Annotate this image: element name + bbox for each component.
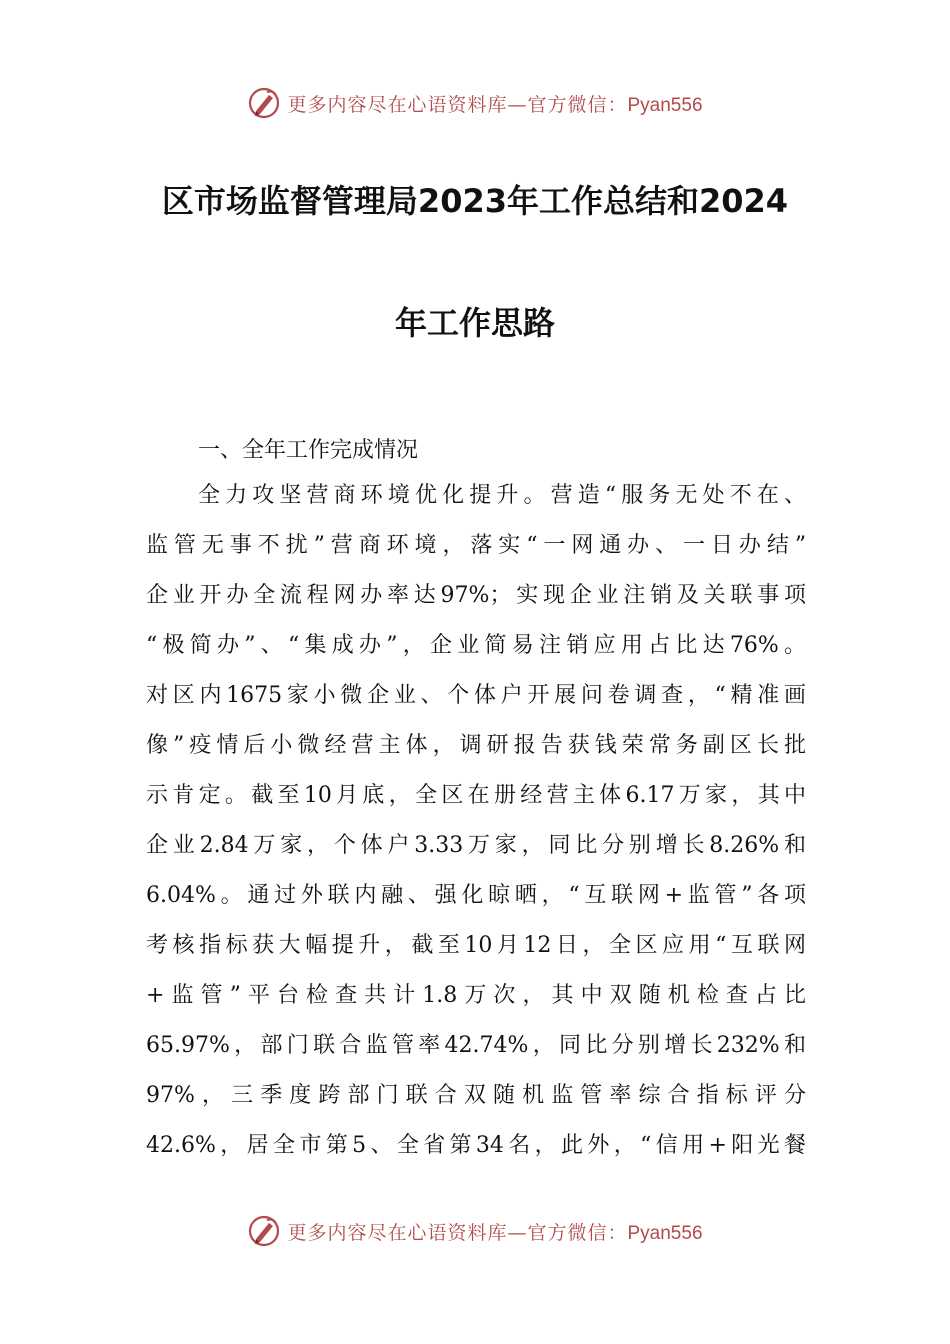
document-title-line-1: 区市场监督管理局2023年工作总结和2024 bbox=[161, 182, 789, 220]
body-line: 97%，三季度跨部门联合双随机监管率综合指标评分 bbox=[146, 1083, 806, 1108]
body-line: 监管无事不扰”营商环境，落实“一网通办、一日办结” bbox=[146, 533, 806, 558]
document-title-line-2: 年工作思路 bbox=[394, 304, 555, 342]
body-line: 像”疫情后小微经营主体，调研报告获钱荣常务副区长批 bbox=[146, 733, 806, 758]
watermark-text: 更多内容尽在心语资料库—官方微信：Pyan556 bbox=[287, 1221, 703, 1244]
watermark-banner-top bbox=[0, 83, 950, 123]
body-line: 65.97%，部门联合监管率42.74%，同比分别增长232%和 bbox=[146, 1033, 806, 1058]
section-heading: 一、全年工作完成情况 bbox=[198, 438, 419, 463]
body-line: 42.6%，居全市第5、全省第34名，此外，“信用+阳光餐 bbox=[146, 1133, 806, 1158]
body-line: 全力攻坚营商环境优化提升。营造“服务无处不在、 bbox=[198, 483, 806, 508]
body-line: 考核指标获大幅提升，截至10月12日，全区应用“互联网 bbox=[146, 933, 806, 958]
watermark-banner-bottom bbox=[0, 1211, 950, 1251]
body-line: 企业2.84万家，个体户3.33万家，同比分别增长8.26%和 bbox=[146, 833, 806, 858]
body-line: +监管”平台检查共计1.8万次，其中双随机检查占比 bbox=[146, 983, 806, 1008]
watermark-text: 更多内容尽在心语资料库—官方微信：Pyan556 bbox=[287, 93, 703, 116]
body-line: 对区内1675家小微企业、个体户开展问卷调查，“精准画 bbox=[146, 683, 806, 708]
body-line: 6.04%。通过外联内融、强化晾晒，“互联网+监管”各项 bbox=[146, 883, 806, 908]
body-line: “极简办”、“集成办”，企业简易注销应用占比达76%。 bbox=[146, 633, 806, 658]
body-line: 企业开办全流程网办率达97%；实现企业注销及关联事项 bbox=[146, 583, 806, 608]
body-line: 示肯定。截至10月底，全区在册经营主体6.17万家，其中 bbox=[146, 783, 806, 808]
pen-logo-icon bbox=[247, 86, 281, 120]
pen-logo-icon bbox=[247, 1214, 281, 1248]
